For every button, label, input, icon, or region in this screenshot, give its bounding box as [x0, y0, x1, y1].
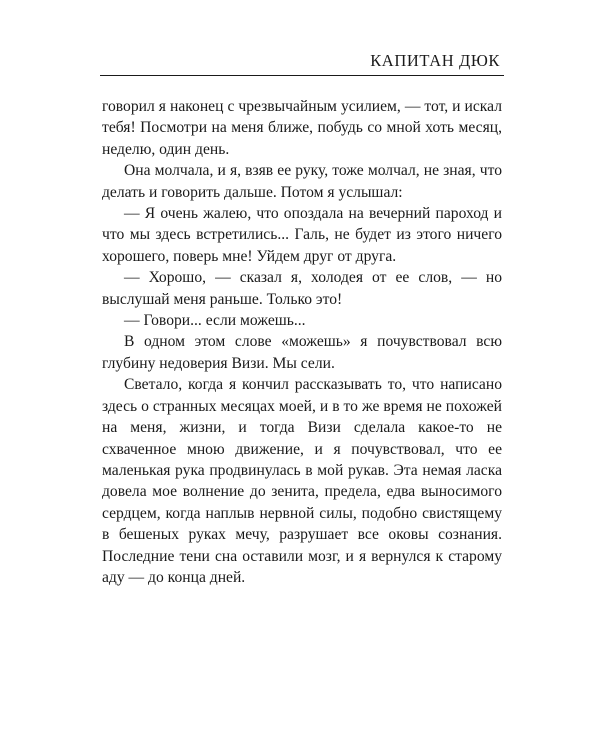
- body-text: [102, 96, 502, 588]
- paragraph: Она молчала, и я, взяв ее руку, тоже молчал, не зная, что делать и говорить дальше. Потом я услышал:: [102, 162, 502, 201]
- running-header: [100, 47, 504, 77]
- paragraph: — Я очень жалею, что опоздала на вечерний пароход и что мы здесь встретились... Галь, не будет из этого ничего хорошего, поверь мне! Уйдем друг от друга.: [102, 205, 502, 265]
- paragraph: говорил я наконец с чрезвычайным усилием, — тот, и искал тебя! Посмотри на меня ближе, побудь со мной хоть месяц, неделю, один день.: [102, 98, 502, 158]
- paragraph: — Хорошо, — сказал я, холодея от ее слов, — но выслушай меня раньше. Только это!: [102, 269, 502, 308]
- paragraph: — Говори... если можешь...: [124, 312, 306, 330]
- paragraph: В одном этом слове «можешь» я почувствовал всю глубину недоверия Визи. Мы сели.: [102, 333, 502, 372]
- paragraph: Светало, когда я кончил рассказывать то, что написано здесь о странных месяцах моей, и в то же время не похожей на меня, жизни, и тогда Визи сделала какое-то не схваченное мною движение, и я почувствовал, что ее маленькая рука продвинулась в мой рукав. Эта немая ласка довела мое волнение до зенита, предела, едва выносимого сердцем, когда наплыв нервной силы, подобно свистящему в бешеных руках мечу, разрушает все оковы сознания. Последние тени сна оставили мозг, и я вернулся к старому аду — до конца дней.: [102, 376, 502, 586]
- running-title: КАПИТАН ДЮК: [370, 51, 500, 70]
- header-rule: [100, 75, 504, 76]
